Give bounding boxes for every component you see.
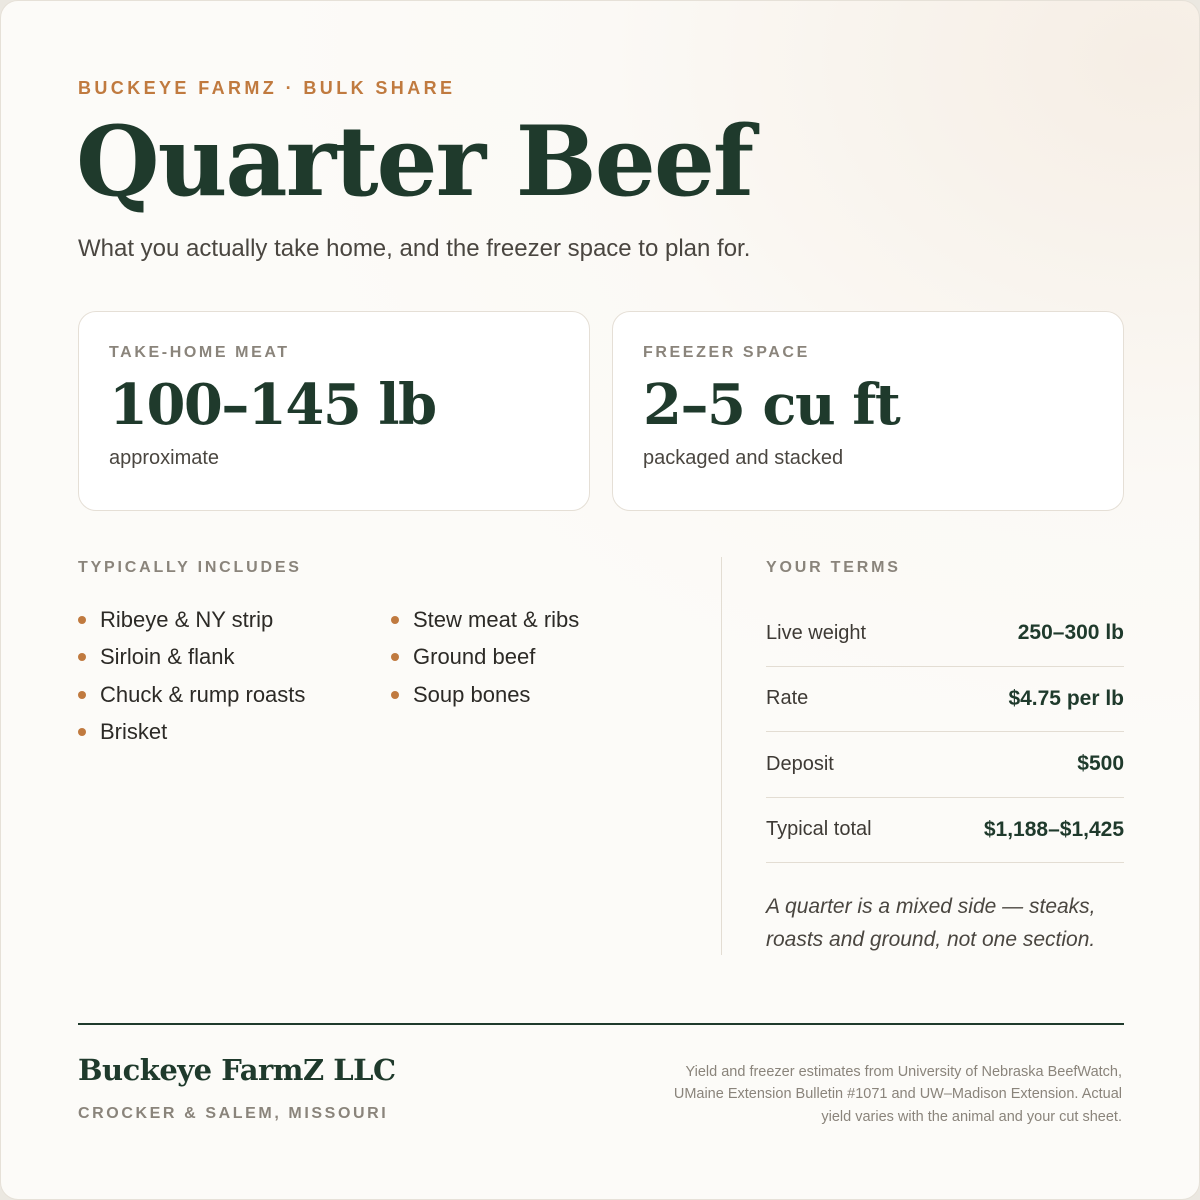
includes-list [78,601,698,751]
card-value: 100–145 lb [109,372,436,438]
company-name: Buckeye FarmZ LLC [78,1053,396,1087]
bullet-icon [78,653,86,661]
list-item [391,639,691,677]
term-value: 250–300 lb [1017,621,1124,645]
card-note: packaged and stacked [643,446,844,469]
bullet-icon [391,616,399,624]
terms-table [766,601,1124,956]
list-item-label: Brisket [100,719,168,745]
bullet-icon [391,691,399,699]
list-item [391,601,691,639]
term-value: $1,188–$1,425 [983,817,1124,841]
card-label: TAKE-HOME MEAT [109,344,290,361]
sources-note: Yield and freezer estimates from University of Nebraska BeefWatch, UMaine Extension Bulletin #1071 and UW–Madison Extension. Actual yield varies with the animal and your cut sheet. [673,1064,1122,1125]
column-divider [721,557,722,955]
terms-note: A quarter is a mixed side — steaks, roasts and ground, not one section. [766,895,1096,951]
page-title: Quarter Beef [76,105,753,218]
list-item [78,714,391,752]
eyebrow: BUCKEYE FARMZ · BULK SHARE [78,78,456,98]
terms-heading: YOUR TERMS [766,559,901,576]
list-item [78,601,391,639]
footer-rule [78,1023,1124,1025]
list-item [78,639,391,677]
bullet-icon [78,691,86,699]
card-value: 2–5 cu ft [643,372,900,438]
term-key: Live weight [766,621,867,644]
freezer-space-card [612,311,1124,511]
bullet-icon [78,616,86,624]
term-key: Typical total [766,818,872,841]
includes-heading: TYPICALLY INCLUDES [78,559,302,576]
term-row-live-weight [766,601,1124,667]
term-row-rate [766,667,1124,733]
list-item-label: Chuck & rump roasts [100,681,306,707]
list-item-label: Sirloin & flank [100,644,235,670]
list-item [391,676,691,714]
list-item-label: Ground beef [413,644,536,670]
list-item [78,676,391,714]
term-row-typical-total [766,798,1124,864]
list-item-label: Stew meat & ribs [413,606,580,632]
term-value: $4.75 per lb [1008,686,1124,710]
list-item-label: Soup bones [413,681,531,707]
bullet-icon [78,728,86,736]
page-subtitle: What you actually take home, and the freezer space to plan for. [78,235,751,262]
term-row-deposit [766,732,1124,798]
bullet-icon [391,653,399,661]
term-key: Deposit [766,752,834,775]
term-value: $500 [1077,752,1124,776]
term-key: Rate [766,687,809,710]
take-home-meat-card [78,311,590,511]
card-note: approximate [109,446,220,469]
company-location: CROCKER & SALEM, MISSOURI [78,1105,389,1122]
list-item-label: Ribeye & NY strip [100,606,274,632]
card-label: FREEZER SPACE [643,344,810,361]
